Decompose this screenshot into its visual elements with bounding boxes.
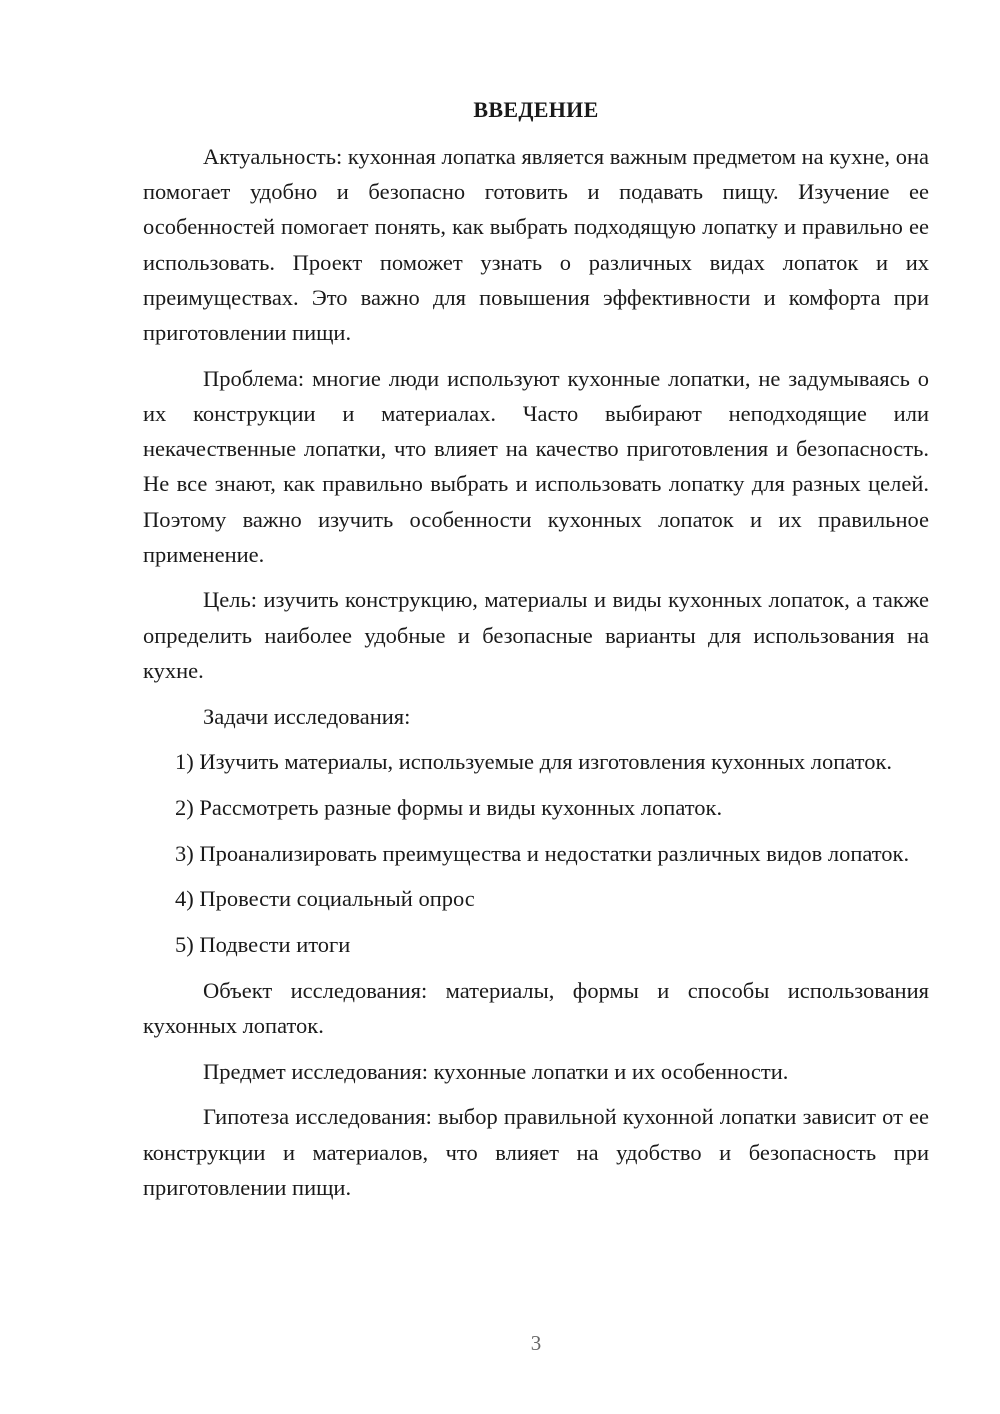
paragraph-subject: Предмет исследования: кухонные лопатки и их особенности. xyxy=(203,1058,789,1084)
page-number: 3 xyxy=(530,1331,542,1355)
paragraph-relevance: Актуальность: кухонная лопатка является важным предметом на кухне, она помогает удобно и безопасно готовить и подавать пищу. Изучение ее особенностей помогает понять, как выбрать подходящую лопатку и правильно ее использовать. Проект поможет узнать о различных видах лопаток и их преимуществах. Это важно для повышения эффективности и комфорта при приготовлении пищи. xyxy=(143,144,929,346)
task-item-5: 5) Подвести итоги xyxy=(175,932,351,958)
page-content xyxy=(143,88,929,1205)
document-title: ВВЕДЕНИЕ xyxy=(473,97,599,122)
paragraph-tasks-heading: Задачи исследования: xyxy=(203,703,411,729)
task-item-1: 1) Изучить материалы, используемые для изготовления кухонных лопаток. xyxy=(175,749,893,775)
task-item-3: 3) Проанализировать преимущества и недостатки различных видов лопаток. xyxy=(175,840,910,866)
paragraph-problem: Проблема: многие люди используют кухонные лопатки, не задумываясь о их конструкции и материалах. Часто выбирают неподходящие или некачественные лопатки, что влияет на качество приготовления и безопасность. Не все знают, как правильно выбрать и использовать лопатку для разных целей. Поэтому важно изучить особенности кухонных лопаток и их правильное применение. xyxy=(143,365,929,567)
paragraph-hypothesis: Гипотеза исследования: выбор правильной кухонной лопатки зависит от ее конструкции и материалов, что влияет на удобство и безопасность при приготовлении пищи. xyxy=(143,1104,929,1200)
paragraph-object: Объект исследования: материалы, формы и способы использования кухонных лопаток. xyxy=(143,977,929,1038)
task-item-4: 4) Провести социальный опрос xyxy=(175,886,475,912)
task-item-2: 2) Рассмотреть разные формы и виды кухонных лопаток. xyxy=(175,794,723,820)
paragraph-goal: Цель: изучить конструкцию, материалы и виды кухонных лопаток, а также определить наиболее удобные и безопасные варианты для использования на кухне. xyxy=(143,587,929,683)
